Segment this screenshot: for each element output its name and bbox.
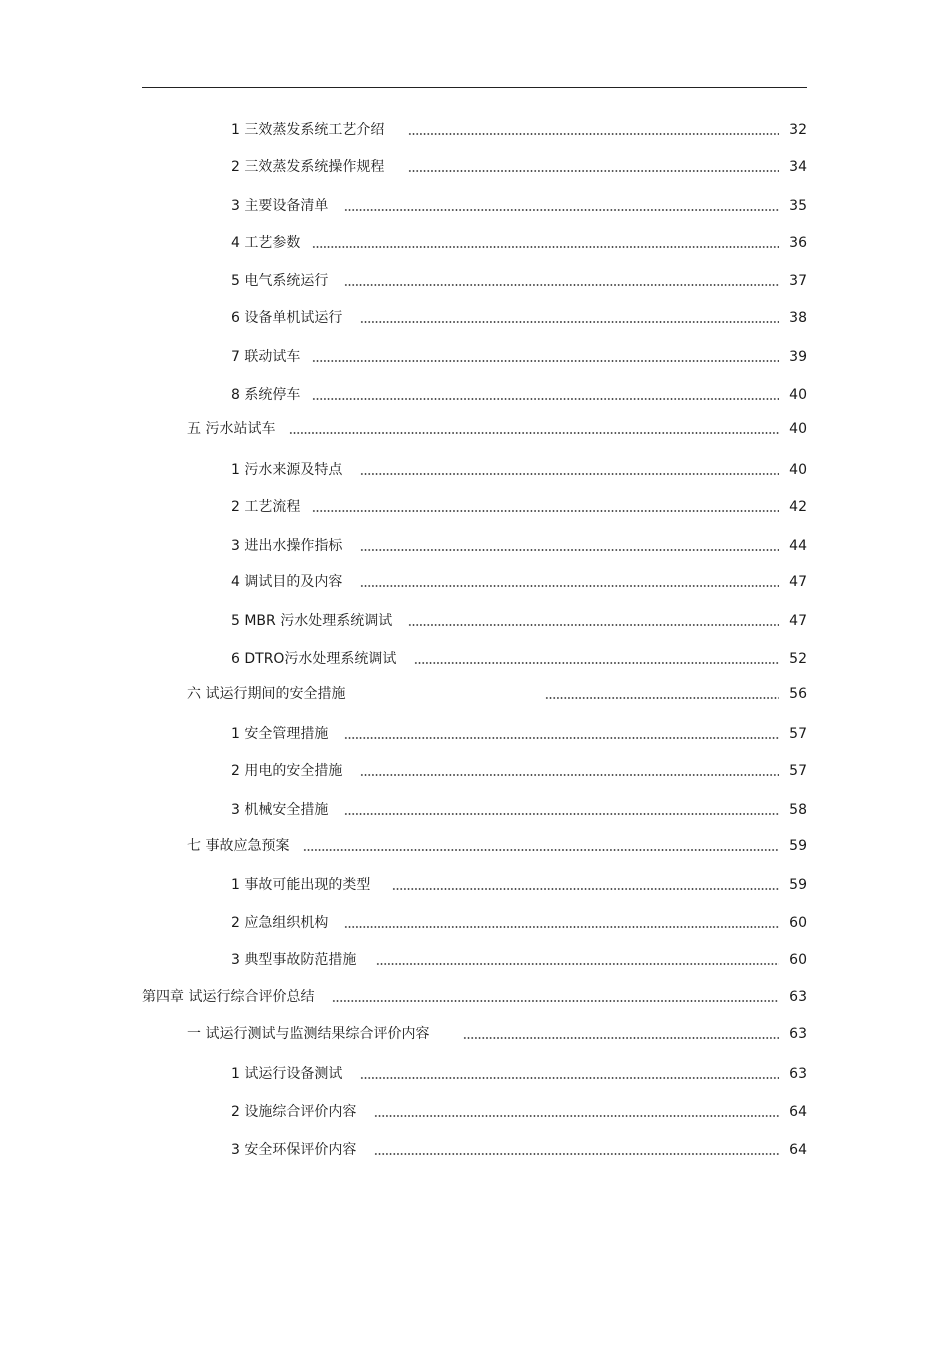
toc-entry-title: 4 调试目的及内容	[231, 574, 343, 590]
toc-entry[interactable]	[187, 684, 807, 704]
toc-entry[interactable]	[231, 611, 807, 631]
toc-entry-page-number: 44	[789, 538, 807, 554]
toc-entry-title: 3 进出水操作指标	[231, 538, 343, 554]
toc-entry-title: 3 主要设备清单	[231, 198, 329, 214]
dot-leader	[374, 1140, 779, 1160]
dot-leader	[360, 1064, 779, 1084]
toc-entry-page-number: 39	[789, 349, 807, 365]
toc-entry-page-number: 59	[789, 877, 807, 893]
toc-entry-title: 5 电气系统运行	[231, 273, 329, 289]
toc-entry-page-number: 63	[789, 1026, 807, 1042]
dot-leader	[344, 800, 779, 820]
toc-entry[interactable]	[231, 536, 807, 556]
toc-entry-title: 1 污水来源及特点	[231, 462, 343, 478]
toc-entry[interactable]	[231, 120, 807, 140]
toc-entry-page-number: 56	[789, 686, 807, 702]
toc-entry-page-number: 40	[789, 387, 807, 403]
toc-entry[interactable]	[231, 875, 807, 895]
toc-entry-title: 2 三效蒸发系统操作规程	[231, 159, 385, 175]
toc-entry-page-number: 59	[789, 838, 807, 854]
toc-entry-title: 1 事故可能出现的类型	[231, 877, 371, 893]
toc-entry[interactable]	[231, 950, 807, 970]
toc-entry-page-number: 37	[789, 273, 807, 289]
toc-entry[interactable]	[231, 649, 807, 669]
dot-leader	[289, 419, 779, 439]
toc-entry[interactable]	[187, 419, 807, 439]
toc-entry-page-number: 40	[789, 462, 807, 478]
dot-leader	[344, 724, 779, 744]
toc-entry-title: 6 DTRO污水处理系统调试	[231, 651, 397, 667]
toc-entry-title: 8 系统停车	[231, 387, 301, 403]
toc-entry-page-number: 35	[789, 198, 807, 214]
dot-leader	[344, 271, 779, 291]
dot-leader	[360, 572, 779, 592]
dot-leader	[360, 460, 779, 480]
dot-leader	[392, 875, 779, 895]
toc-entry-page-number: 64	[789, 1142, 807, 1158]
toc-entry[interactable]	[187, 836, 807, 856]
toc-entry[interactable]	[231, 233, 807, 253]
dot-leader	[360, 536, 779, 556]
toc-entry-title: 1 试运行设备测试	[231, 1066, 343, 1082]
header-rule	[142, 87, 807, 88]
toc-entry[interactable]	[231, 724, 807, 744]
toc-entry-page-number: 34	[789, 159, 807, 175]
dot-leader	[312, 385, 779, 405]
toc-entry-page-number: 42	[789, 499, 807, 515]
toc-entry[interactable]	[231, 1140, 807, 1160]
toc-entry-page-number: 36	[789, 235, 807, 251]
toc-entry-title: 2 工艺流程	[231, 499, 301, 515]
toc-entry-title: 一 试运行测试与监测结果综合评价内容	[187, 1026, 430, 1042]
toc-entry-title: 6 设备单机试运行	[231, 310, 343, 326]
toc-entry-page-number: 52	[789, 651, 807, 667]
dot-leader	[408, 157, 779, 177]
toc-entry-page-number: 32	[789, 122, 807, 138]
toc-entry-title: 第四章 试运行综合评价总结	[142, 989, 315, 1005]
toc-entry[interactable]	[231, 1102, 807, 1122]
dot-leader	[374, 1102, 779, 1122]
toc-entry[interactable]	[231, 497, 807, 517]
dot-leader	[312, 497, 779, 517]
toc-entry-title: 5 MBR 污水处理系统调试	[231, 613, 393, 629]
dot-leader	[303, 836, 779, 856]
toc-entry[interactable]	[231, 196, 807, 216]
dot-leader	[344, 913, 779, 933]
toc-entry-page-number: 60	[789, 952, 807, 968]
dot-leader	[344, 196, 779, 216]
dot-leader	[360, 308, 779, 328]
toc-entry[interactable]	[231, 460, 807, 480]
toc-entry-page-number: 57	[789, 763, 807, 779]
toc-entry[interactable]	[187, 1024, 807, 1044]
toc-entry[interactable]	[231, 800, 807, 820]
toc-entry[interactable]	[231, 913, 807, 933]
toc-entry-page-number: 38	[789, 310, 807, 326]
toc-entry-page-number: 60	[789, 915, 807, 931]
toc-entry-page-number: 63	[789, 1066, 807, 1082]
dot-leader	[376, 950, 779, 970]
toc-entry[interactable]	[231, 572, 807, 592]
toc-entry-page-number: 47	[789, 574, 807, 590]
toc-entry[interactable]	[142, 987, 807, 1007]
toc-entry-page-number: 57	[789, 726, 807, 742]
toc-entry-title: 七 事故应急预案	[187, 838, 290, 854]
toc-entry-title: 2 应急组织机构	[231, 915, 329, 931]
dot-leader	[408, 120, 779, 140]
toc-entry-page-number: 63	[789, 989, 807, 1005]
toc-entry-page-number: 58	[789, 802, 807, 818]
toc-entry[interactable]	[231, 761, 807, 781]
toc-entry[interactable]	[231, 385, 807, 405]
dot-leader	[408, 611, 779, 631]
toc-entry[interactable]	[231, 1064, 807, 1084]
toc-entry-title: 六 试运行期间的安全措施	[187, 686, 346, 702]
toc-entry-title: 4 工艺参数	[231, 235, 301, 251]
toc-entry-title: 7 联动试车	[231, 349, 301, 365]
toc-entry[interactable]	[231, 308, 807, 328]
toc-entry-title: 3 机械安全措施	[231, 802, 329, 818]
dot-leader	[545, 684, 779, 704]
toc-entry[interactable]	[231, 271, 807, 291]
toc-entry-title: 2 设施综合评价内容	[231, 1104, 357, 1120]
dot-leader	[312, 233, 779, 253]
dot-leader	[332, 987, 779, 1007]
toc-entry-title: 2 用电的安全措施	[231, 763, 343, 779]
toc-entry-title: 1 三效蒸发系统工艺介绍	[231, 122, 385, 138]
toc-entry-title: 1 安全管理措施	[231, 726, 329, 742]
toc-entry-page-number: 64	[789, 1104, 807, 1120]
dot-leader	[463, 1024, 779, 1044]
toc-entry-title: 五 污水站试车	[187, 421, 276, 437]
toc-entry-page-number: 47	[789, 613, 807, 629]
toc-entry-title: 3 安全环保评价内容	[231, 1142, 357, 1158]
dot-leader	[312, 347, 779, 367]
toc-entry[interactable]	[231, 157, 807, 177]
dot-leader	[414, 649, 779, 669]
dot-leader	[360, 761, 779, 781]
toc-entry-title: 3 典型事故防范措施	[231, 952, 357, 968]
toc-entry[interactable]	[231, 347, 807, 367]
toc-entry-page-number: 40	[789, 421, 807, 437]
